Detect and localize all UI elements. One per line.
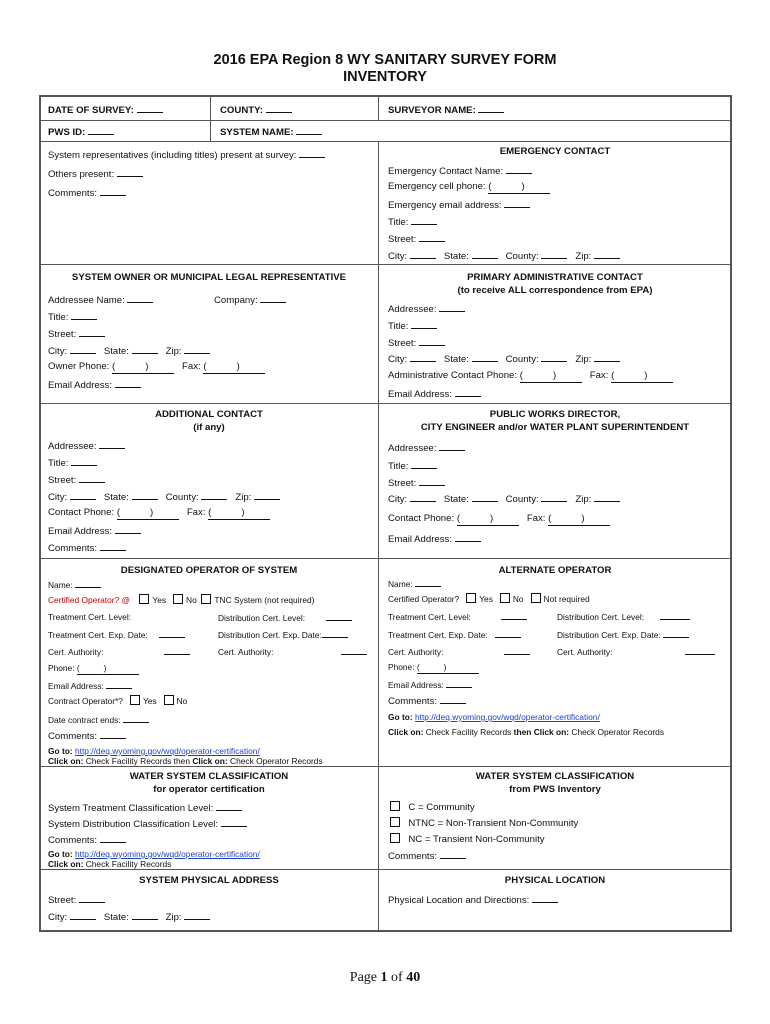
alternate-phone[interactable]: Phone: ( ): [388, 661, 479, 674]
additional-city-row[interactable]: City: State: County: Zip:: [48, 490, 280, 504]
publicworks-street-field[interactable]: Street:: [388, 476, 445, 490]
operator-treat-exp[interactable]: Treatment Cert. Exp. Date:: [48, 628, 185, 641]
owner-heading: SYSTEM OWNER OR MUNICIPAL LEGAL REPRESENTATIVE: [71, 272, 347, 283]
operator-treat-level[interactable]: Treatment Cert. Level:: [48, 612, 132, 622]
date-of-survey-field[interactable]: DATE OF SURVEY:: [48, 103, 163, 117]
publicworks-title-field[interactable]: Title:: [388, 459, 437, 473]
additional-addressee-field[interactable]: Addressee:: [48, 439, 125, 453]
operator-contract-row: Contract Operator*? Yes No: [48, 696, 188, 706]
checkbox[interactable]: [201, 594, 211, 604]
operator-authority-2[interactable]: Cert. Authority:: [218, 645, 367, 658]
owner-street-field[interactable]: Street:: [48, 327, 105, 341]
checkbox[interactable]: [500, 593, 510, 603]
alternate-clickon: Click on: Check Facility Records then Click on: Check Operator Records: [388, 727, 665, 737]
divider: [40, 264, 731, 265]
checkbox[interactable]: [130, 695, 140, 705]
emergency-title-field[interactable]: Title:: [388, 215, 437, 229]
operator-cert-link[interactable]: http://deq.wyoming.gov/wqd/operator-certification/: [74, 746, 260, 756]
checkbox[interactable]: [531, 593, 541, 603]
additional-email-field[interactable]: Email Address:: [48, 524, 141, 538]
divider: [210, 96, 211, 141]
emergency-contact-heading: EMERGENCY CONTACT: [499, 146, 611, 157]
alternate-certified-row: Certified Operator? Yes No Not required: [388, 594, 590, 604]
classpws-comments-field[interactable]: Comments:: [388, 849, 466, 863]
owner-email-field[interactable]: Email Address:: [48, 378, 141, 392]
alternate-dist-level[interactable]: Distribution Cert. Level:: [557, 610, 690, 623]
emergency-street-field[interactable]: Street:: [388, 232, 445, 246]
form-title: 2016 EPA Region 8 WY SANITARY SURVEY FORM: [213, 52, 557, 68]
divider: [40, 120, 731, 121]
additional-street-field[interactable]: Street:: [48, 473, 105, 487]
classop-heading: WATER SYSTEM CLASSIFICATION: [129, 771, 289, 782]
additional-heading: ADDITIONAL CONTACT: [155, 409, 263, 420]
owner-company-field[interactable]: Company:: [214, 293, 286, 307]
operator-dist-level[interactable]: Distribution Cert. Level:: [218, 611, 352, 624]
publicworks-phone-row[interactable]: Contact Phone: ( ) Fax: ( ): [388, 513, 610, 526]
publicworks-email-field[interactable]: Email Address:: [388, 532, 481, 546]
operator-comments[interactable]: Comments:: [48, 729, 126, 743]
operator-heading: DESIGNATED OPERATOR OF SYSTEM: [120, 565, 298, 576]
physloc-directions-field[interactable]: Physical Location and Directions:: [388, 893, 558, 907]
operator-clickon: Click on: Check Facility Records then Click on: Check Operator Records: [48, 756, 323, 766]
physaddr-heading: SYSTEM PHYSICAL ADDRESS: [139, 875, 279, 886]
classpws-ntnc-option[interactable]: NTNC = Non-Transient Non-Community: [390, 817, 578, 830]
admin-city-row[interactable]: City: State: County: Zip:: [388, 352, 620, 366]
owner-phone-row[interactable]: Owner Phone: ( ) Fax: ( ): [48, 361, 265, 374]
admin-addressee-field[interactable]: Addressee:: [388, 302, 465, 316]
classop-cert-link[interactable]: http://deq.wyoming.gov/wqd/operator-certification/: [74, 849, 260, 859]
additional-subheading: (if any): [193, 422, 225, 433]
divider: [40, 141, 731, 142]
admin-title-field[interactable]: Title:: [388, 319, 437, 333]
classop-dist-field[interactable]: System Distribution Classification Level:: [48, 817, 247, 831]
admin-street-field[interactable]: Street:: [388, 336, 445, 350]
additional-phone-row[interactable]: Contact Phone: ( ) Fax: ( ): [48, 507, 270, 520]
operator-name-field[interactable]: Name:: [48, 578, 101, 591]
classpws-subheading: from PWS Inventory: [509, 784, 601, 795]
classop-treat-field[interactable]: System Treatment Classification Level:: [48, 801, 242, 815]
classop-clickon: Click on: Check Facility Records: [48, 859, 172, 869]
alternate-authority-2[interactable]: Cert. Authority:: [557, 645, 715, 658]
physaddr-city-row[interactable]: City: State: Zip:: [48, 910, 210, 924]
emergency-name-field[interactable]: Emergency Contact Name:: [388, 164, 532, 178]
checkbox[interactable]: [173, 594, 183, 604]
emergency-email-field[interactable]: Emergency email address:: [388, 198, 530, 212]
publicworks-subheading: CITY ENGINEER and/or WATER PLANT SUPERINTENDENT: [420, 422, 690, 433]
alternate-name-field[interactable]: Name:: [388, 577, 441, 590]
emergency-city-row[interactable]: City: State: County: Zip:: [388, 249, 620, 263]
publicworks-heading: PUBLIC WORKS DIRECTOR,: [489, 409, 621, 420]
classop-subheading: for operator certification: [153, 784, 265, 795]
alternate-treat-level[interactable]: Treatment Cert. Level:: [388, 610, 527, 623]
checkbox[interactable]: [164, 695, 174, 705]
owner-city-row[interactable]: City: State: Zip:: [48, 344, 210, 358]
system-name-field[interactable]: SYSTEM NAME:: [220, 125, 322, 139]
classpws-nc-option[interactable]: NC = Transient Non-Community: [390, 833, 545, 846]
checkbox[interactable]: [390, 833, 400, 843]
pws-id-field[interactable]: PWS ID:: [48, 125, 114, 139]
checkbox[interactable]: [139, 594, 149, 604]
additional-title-field[interactable]: Title:: [48, 456, 97, 470]
operator-goto: Go to: http://deq.wyoming.gov/wqd/operator-certification/: [48, 746, 260, 756]
divider: [378, 141, 379, 931]
comments-field[interactable]: Comments:: [48, 186, 126, 200]
checkbox[interactable]: [390, 817, 400, 827]
alternate-goto: Go to: http://deq.wyoming.gov/wqd/operator-certification/: [388, 712, 600, 722]
owner-title-field[interactable]: Title:: [48, 310, 97, 324]
divider: [40, 403, 731, 404]
alternate-dist-exp[interactable]: Distribution Cert. Exp. Date:: [557, 628, 689, 641]
operator-contract-ends[interactable]: Date contract ends:: [48, 713, 149, 726]
alternate-cert-link[interactable]: http://deq.wyoming.gov/wqd/operator-certification/: [414, 712, 600, 722]
operator-phone[interactable]: Phone: ( ): [48, 662, 139, 675]
classop-comments-field[interactable]: Comments:: [48, 833, 126, 847]
classpws-c-option[interactable]: C = Community: [390, 801, 475, 814]
alternate-heading: ALTERNATE OPERATOR: [498, 565, 612, 576]
operator-email[interactable]: Email Address:: [48, 679, 132, 692]
others-present-field[interactable]: Others present:: [48, 167, 143, 181]
alternate-comments[interactable]: Comments:: [388, 694, 466, 708]
divider: [378, 96, 379, 120]
admin-heading: PRIMARY ADMINISTRATIVE CONTACT: [467, 272, 643, 283]
admin-phone-row[interactable]: Administrative Contact Phone: ( ) Fax: ( ): [388, 370, 673, 383]
alternate-authority[interactable]: Cert. Authority:: [388, 645, 530, 658]
publicworks-city-row[interactable]: City: State: County: Zip:: [388, 492, 620, 506]
checkbox[interactable]: [466, 593, 476, 603]
owner-addressee-field[interactable]: Addressee Name:: [48, 293, 153, 307]
divider: [40, 558, 731, 559]
classpws-heading: WATER SYSTEM CLASSIFICATION: [475, 771, 635, 782]
additional-comments-field[interactable]: Comments:: [48, 541, 126, 555]
representatives-field[interactable]: System representatives (including titles) present at survey:: [48, 148, 325, 162]
operator-authority[interactable]: Cert. Authority:: [48, 645, 190, 658]
alternate-treat-exp[interactable]: Treatment Cert. Exp. Date:: [388, 628, 521, 641]
checkbox[interactable]: [390, 801, 400, 811]
county-field[interactable]: COUNTY:: [220, 103, 292, 117]
admin-email-field[interactable]: Email Address:: [388, 387, 481, 401]
emergency-phone-field[interactable]: Emergency cell phone: ( ): [388, 181, 550, 194]
physaddr-street-field[interactable]: Street:: [48, 893, 105, 907]
form-subtitle: INVENTORY: [343, 69, 427, 85]
physloc-heading: PHYSICAL LOCATION: [504, 875, 606, 886]
alternate-email[interactable]: Email Address:: [388, 678, 472, 691]
operator-dist-exp[interactable]: Distribution Cert. Exp. Date:: [218, 628, 348, 641]
surveyor-name-field[interactable]: SURVEYOR NAME:: [388, 103, 504, 117]
admin-subheading: (to receive ALL correspondence from EPA): [457, 285, 653, 296]
page-number: Page 1 of 40: [349, 970, 421, 985]
classop-goto: Go to: http://deq.wyoming.gov/wqd/operator-certification/: [48, 849, 260, 859]
operator-certified-row: Certified Operator? @ Yes No TNC System (not required): [48, 595, 315, 605]
publicworks-addressee-field[interactable]: Addressee:: [388, 441, 465, 455]
